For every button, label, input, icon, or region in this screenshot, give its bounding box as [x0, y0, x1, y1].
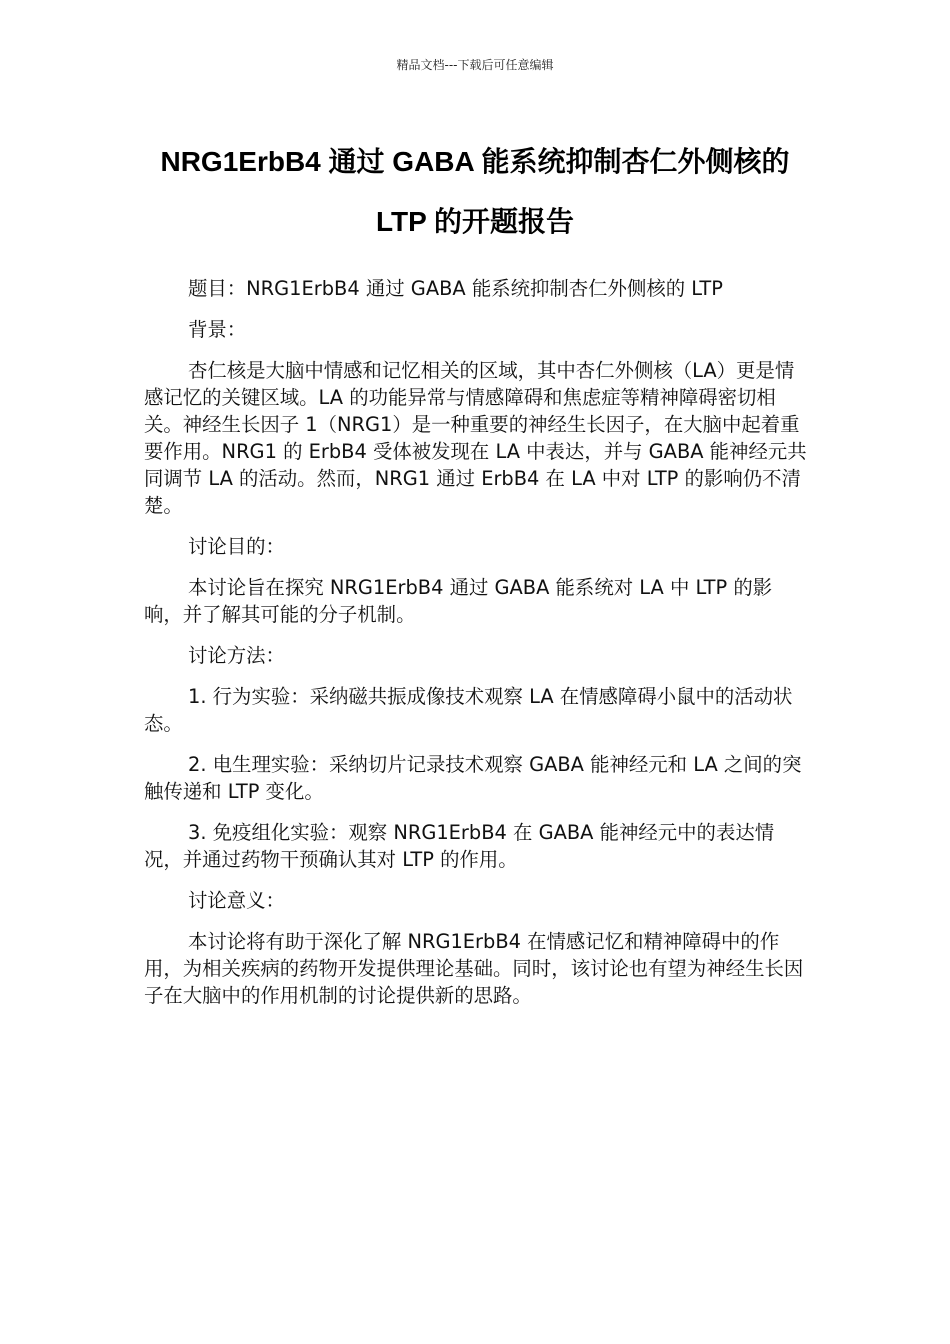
document-title — [100, 132, 850, 252]
topic-line: 题目：NRG1ErbB4 通过 GABA 能系统抑制杏仁外侧核的 LTP — [188, 277, 723, 300]
background-paragraph: 杏仁核是大脑中情感和记忆相关的区域，其中杏仁外侧核（LA）更是情感记忆的关键区域。LA 的功能异常与情感障碍和焦虑症等精神障碍密切相关。神经生长因子 1（NRG1）是一种重要的神经生长因子，在大脑中起着重要作用。NRG1 的 ErbB4 受体被发现在 LA 中表达，并与 GABA 能神经元共同调节 LA 的活动。然而，NRG1 通过 ErbB4 在 LA 中对 LTP 的影响仍不清楚。 — [144, 359, 807, 517]
section-heading-significance: 讨论意义： — [188, 889, 285, 912]
significance-paragraph: 本讨论将有助于深化了解 NRG1ErbB4 在情感记忆和精神障碍中的作用，为相关疾病的药物开发提供理论基础。同时，该讨论也有望为神经生长因子在大脑中的作用机制的讨论提供新的思路。 — [144, 930, 804, 1007]
method-item-1: 1. 行为实验：采纳磁共振成像技术观察 LA 在情感障碍小鼠中的活动状态。 — [144, 685, 793, 735]
section-heading-methods: 讨论方法： — [188, 644, 285, 667]
method-item-3: 3. 免疫组化实验：观察 NRG1ErbB4 在 GABA 能神经元中的表达情况，并通过药物干预确认其对 LTP 的作用。 — [144, 821, 775, 871]
title-line-1: NRG1ErbB4 通过 GABA 能系统抑制杏仁外侧核的 — [160, 146, 790, 177]
document-body — [144, 275, 808, 1023]
page-header: 精品文档---下载后可任意编辑 — [396, 58, 554, 72]
title-line-2: LTP 的开题报告 — [375, 206, 575, 237]
section-heading-background: 背景： — [188, 318, 247, 341]
section-heading-purpose: 讨论目的： — [188, 535, 285, 558]
purpose-paragraph: 本讨论旨在探究 NRG1ErbB4 通过 GABA 能系统对 LA 中 LTP 的影响，并了解其可能的分子机制。 — [144, 576, 773, 626]
method-item-2: 2. 电生理实验：采纳切片记录技术观察 GABA 能神经元和 LA 之间的突触传递和 LTP 变化。 — [144, 753, 802, 803]
